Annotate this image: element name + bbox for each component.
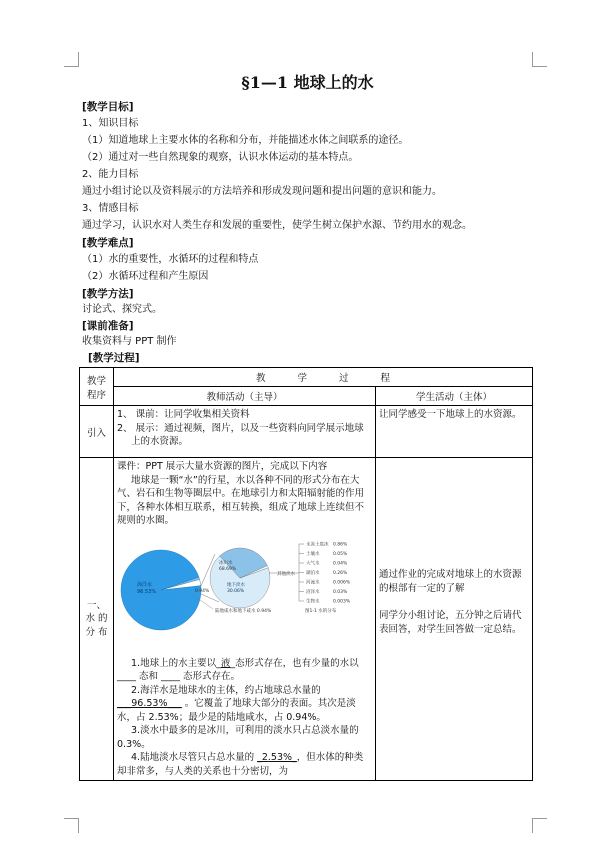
difficulties-heading: [教学难点] [82,237,134,249]
emotion-text: 通过学习，认识水对人类生存和发展的重要性，使学生树立保护水源、节约用水的观念。 [82,220,472,231]
process-header-char: 教 [255,373,298,384]
groundwater-value: 30.06% [227,588,245,594]
table-header-row [80,368,533,387]
stage-line: 水 的 [85,613,108,625]
knowledge-item: （2）通过对一些自然现象的观察，认识水体运动的基本特点。 [82,152,359,163]
table-subheader-row [80,387,533,406]
table-row [80,406,533,458]
other-water-value: 0.006% [333,580,351,586]
teaching-process-table [79,367,533,781]
emotion-label: 3、情感目标 [82,203,139,214]
program-header [80,368,114,406]
other-water-value: 0.26% [333,570,348,576]
difficulty-item: （1）水的重要性，水循环的过程和特点 [82,254,259,265]
knowledge-label: 1、知识目标 [82,118,139,129]
q4-text: 4.陆地淡水尽管只占总水量的 [131,752,258,763]
water-distribution-chart [119,532,369,652]
stage-line: 分 布 [85,626,108,638]
student-activity-cell [376,458,533,781]
knowledge-item: （1）知道地球上主要水体的名称和分布，并能描述水体之间联系的途径。 [82,135,409,146]
student-activity-line: 让同学感受一下地球上的水资源。 [379,409,522,420]
student-header: 学生活动（主体） [376,387,533,406]
other-water-value: 0.04% [333,561,348,567]
stage-cell [80,458,114,781]
other-water-value: 0.03% [333,589,348,595]
crop-mark-top-left [64,52,79,67]
student-activity-line: 同学分小组讨论，五分钟之后请代表回答，对学生回答做一定总结。 [379,610,522,635]
methods-heading: [教学方法] [82,288,134,300]
teacher-activity-line: 2、 展示：通过视频，图片，以及一些资料向同学展示地球上的水资源。 [117,422,364,447]
ocean-label: 海洋水 [137,581,153,588]
methods-text: 讨论式、探究式。 [82,304,162,315]
q2-text: 2.海洋水是地球水的主体，约占地球总水量的 [131,684,321,696]
process-heading: [教学过程] [88,352,140,364]
ability-label: 2、能力目标 [82,169,139,180]
other-water-label: 永冻土底冰 [306,542,329,548]
groundwater-label: 地下淡水 [227,582,245,588]
q1-text: _态形式存在，也有少量的水以 ____ 态和 ____ 态形式存在。 [117,657,359,682]
question-4 [117,751,372,778]
prep-text: 收集资料与 PPT 制作 [82,336,177,347]
other-water-label: 河流水 [306,580,320,586]
question-3: 3.淡水中最多的是冰川，可利用的淡水只占总淡水量的 0.3%。 [117,725,359,750]
glacier-value: 68.69% [219,566,237,572]
other-water-label: 大气水 [306,561,320,567]
glacier-label: 冰川水 [219,560,233,566]
page-title: §1—1 地球上的水 [241,73,374,92]
q4-answer: _2.53%_ [257,752,297,763]
objectives-heading: [教学目标] [82,101,134,113]
teacher-activity-cell [114,458,376,781]
other-water-value: 0.05% [333,551,348,557]
teacher-activity-line: 1、 课前：让同学收集相关资料 [117,409,250,420]
brackish-small-value: 0.94% [195,588,210,594]
courseware-intro: 课件：PPT 展示大量水资源的图片，完成以下内容 [117,461,328,472]
other-water-value: 0.86% [333,542,348,548]
other-freshwater-label: 其他淡水 [277,571,295,577]
crop-mark-top-right [532,52,547,67]
other-water-label: 湖泊水 [306,570,320,576]
difficulty-item: （2）水循环过程和产生原因 [82,271,209,282]
table-row [80,458,533,781]
q2-answer: ___96.53%___ [117,698,182,709]
other-water-label: 沼泽水 [306,589,320,595]
prep-heading: [课前准备] [82,320,134,332]
student-activity-line: 通过作业的完成对地球上的水资源的根部有一定的了解 [379,569,522,594]
question-2 [117,684,372,725]
student-activity-cell [376,406,533,458]
main-pie [121,550,201,630]
q1-answer: 液 [220,657,231,669]
other-water-value: 0.003% [333,599,351,605]
brackish-callout: 陆地咸水和地下咸水 0.94% [215,608,272,614]
q2-text: 。它覆盖了地球大部分的表面。其次是淡水，占 2.53%；最少是的陆地咸水，占 0.94%。 [117,698,356,723]
stage-line: 一、 [86,599,106,611]
q4-text: ，但水体的种类却非常多，与人类的关系也十分密切，为 [117,752,364,777]
fresh-water-pie [210,548,270,608]
q1-text: 1.地球上的水主要以_ [131,657,221,669]
crop-mark-bottom-left [64,818,79,833]
other-water-label: 土壤水 [306,551,320,557]
ability-text: 通过小组讨论以及资料展示的方法培养和形成发现问题和提出问题的意识和能力。 [82,186,442,197]
figure-caption: 图1-1 水的分布 [305,608,337,614]
hydrosphere-paragraph: 地球是一颗“水”的行星，水以各种不同的形式分布在大气、岩石和生物等圈层中。在地球引力和太阳辐射能的作用下，各种水体相互联系，相互转换，组成了地球上连续但不规则的水圈。 [117,474,365,526]
process-header-char: 程 [380,373,391,384]
question-1 [117,657,372,684]
crop-mark-bottom-right [532,818,547,833]
other-water-label: 生物水 [306,599,320,605]
teacher-activity-cell [114,406,376,458]
stage-cell: 引入 [80,406,114,458]
teacher-header: 教师活动（主导） [114,387,376,406]
process-header [114,368,533,387]
process-header-char: 过 [339,373,381,384]
ocean-value: 96.53% [137,588,157,595]
program-header-label: 教学程序 [86,375,106,401]
process-header-char: 学 [297,373,339,384]
